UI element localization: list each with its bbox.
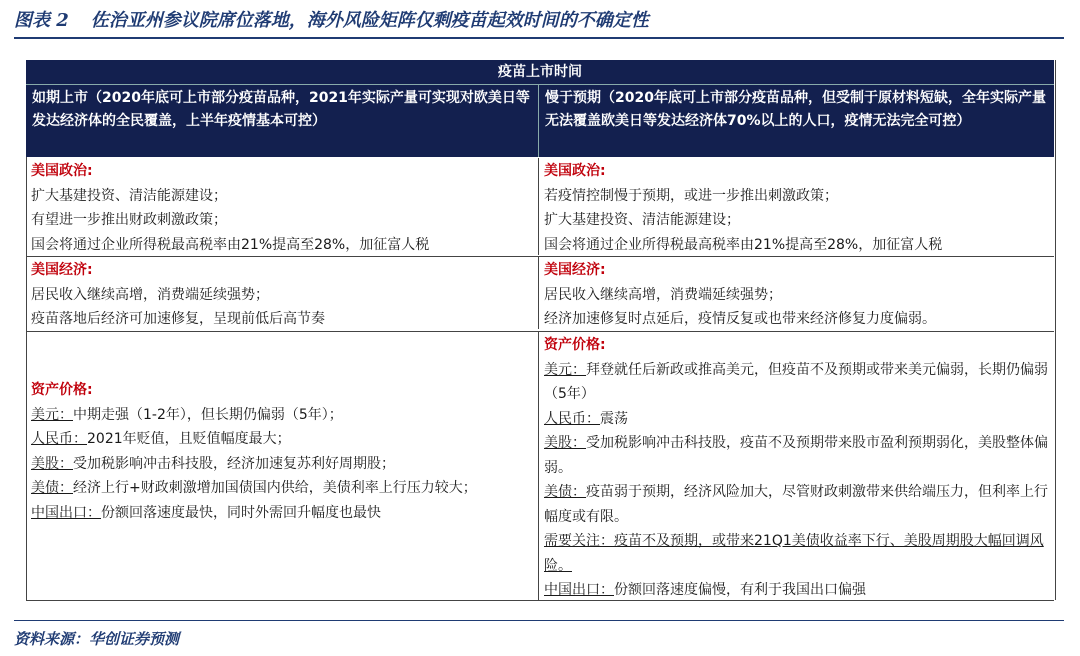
asset-text: 经济上行+财政刺激增加国债国内供给，美债利率上行压力较大； xyxy=(73,480,477,496)
asset-text: 份额回落速度偏慢，有利于我国出口偏强 xyxy=(614,582,866,598)
table-header-title: 疫苗上市时间 xyxy=(26,60,1054,85)
asset-label: 人民币： xyxy=(544,410,600,427)
right-column-header: 慢于预期（2020年底可上市部分疫苗品种，但受制于原材料短缺，全年实际产量无法覆盖欧美日等发达经济体70%以上的人口，疫情无法完全可控） xyxy=(538,85,1054,157)
cell-line: 扩大基建投资、清洁能源建设； xyxy=(544,212,740,228)
asset-item xyxy=(31,476,534,501)
cell-line: 居民收入继续高增，消费端延续强势； xyxy=(31,286,269,303)
asset-item xyxy=(31,403,534,428)
asset-label: 美股： xyxy=(31,455,73,472)
cell-line: 居民收入继续高增，消费端延续强势； xyxy=(544,286,782,303)
asset-text: 疫苗不及预期，或带来21Q1美债收益率下行、美股周期股大幅回调风险。 xyxy=(544,533,1044,574)
section-title: 资产价格: xyxy=(544,337,606,353)
asset-text: 震荡 xyxy=(600,410,628,427)
asset-label: 美债： xyxy=(31,480,73,496)
asset-text: 2021年贬值，且贬值幅度最大； xyxy=(87,431,291,447)
caption-rule xyxy=(14,37,1064,39)
asset-label: 人民币： xyxy=(31,431,87,447)
asset-item xyxy=(544,480,1050,529)
cell-line: 若疫情控制慢于预期，或进一步推出刺激政策； xyxy=(544,187,838,204)
figure-caption xyxy=(14,6,1066,36)
left-column-header: 如期上市（2020年底可上市部分疫苗品种，2021年实际产量可实现对欧美日等发达经济体的全民覆盖，上半年疫情基本可控） xyxy=(26,85,538,157)
asset-item xyxy=(31,501,534,526)
asset-label: 美元： xyxy=(544,361,586,378)
table-bottom-border xyxy=(26,600,1054,601)
asset-text: 疫苗弱于预期，经济风险加大，尽管财政刺激带来供给端压力，但利率上行幅度或有限。 xyxy=(544,484,1048,525)
asset-text: 份额回落速度最快，同时外需回升幅度也最快 xyxy=(101,504,381,521)
asset-item xyxy=(544,431,1050,480)
caption-label: 图表 2 xyxy=(14,10,69,31)
economy-cell-left xyxy=(26,257,538,329)
politics-cell-right xyxy=(538,158,1054,255)
asset-label: 美股： xyxy=(544,435,586,451)
source-note: 资料来源：华创证券预测 xyxy=(14,630,180,648)
cell-line: 扩大基建投资、清洁能源建设； xyxy=(31,187,227,204)
asset-text: 中期走强（1-2年），但长期仍偏弱（5年）； xyxy=(73,406,343,423)
asset-label: 中国出口： xyxy=(31,504,101,521)
asset-item-attention xyxy=(544,529,1050,578)
cell-line: 国会将通过企业所得税最高税率由21%提高至28%，加征富人税 xyxy=(31,236,430,253)
cell-line: 有望进一步推出财政刺激政策； xyxy=(31,212,227,228)
caption-text: 佐治亚州参议院席位落地，海外风险矩阵仅剩疫苗起效时间的不确定性 xyxy=(90,10,649,31)
asset-text: 受加税影响冲击科技股，疫苗不及预期带来股市盈利预期弱化，美股整体偏弱。 xyxy=(544,435,1048,476)
assets-cell-left xyxy=(26,377,538,557)
asset-label: 中国出口： xyxy=(544,582,614,598)
section-title: 美国政治: xyxy=(31,163,93,179)
assets-cell-right xyxy=(538,332,1054,600)
asset-label: 需要关注： xyxy=(544,533,614,549)
cell-line: 疫苗落地后经济可加速修复，呈现前低后高节奏 xyxy=(31,311,325,327)
asset-text: 受加税影响冲击科技股，经济加速复苏利好周期股； xyxy=(73,455,395,472)
asset-item xyxy=(544,407,1050,432)
asset-item xyxy=(31,427,534,452)
asset-text: 拜登就任后新政或推高美元，但疫苗不及预期或带来美元偏弱，长期仍偏弱（5年） xyxy=(544,361,1048,402)
source-rule xyxy=(14,620,1064,621)
cell-line: 国会将通过企业所得税最高税率由21%提高至28%，加征富人税 xyxy=(544,236,943,253)
economy-cell-right xyxy=(538,257,1054,329)
asset-item xyxy=(544,358,1050,407)
asset-label: 美元： xyxy=(31,406,73,423)
asset-item xyxy=(31,452,534,477)
section-title: 美国政治: xyxy=(544,163,606,179)
cell-line: 经济加速修复时点延后，疫情反复或也带来经济修复力度偏弱。 xyxy=(544,311,936,327)
asset-label: 美债： xyxy=(544,484,586,500)
section-title: 资产价格: xyxy=(31,382,93,398)
section-title: 美国经济: xyxy=(544,262,606,278)
section-title: 美国经济: xyxy=(31,262,93,278)
politics-cell-left xyxy=(26,158,538,255)
asset-item xyxy=(544,578,1050,603)
